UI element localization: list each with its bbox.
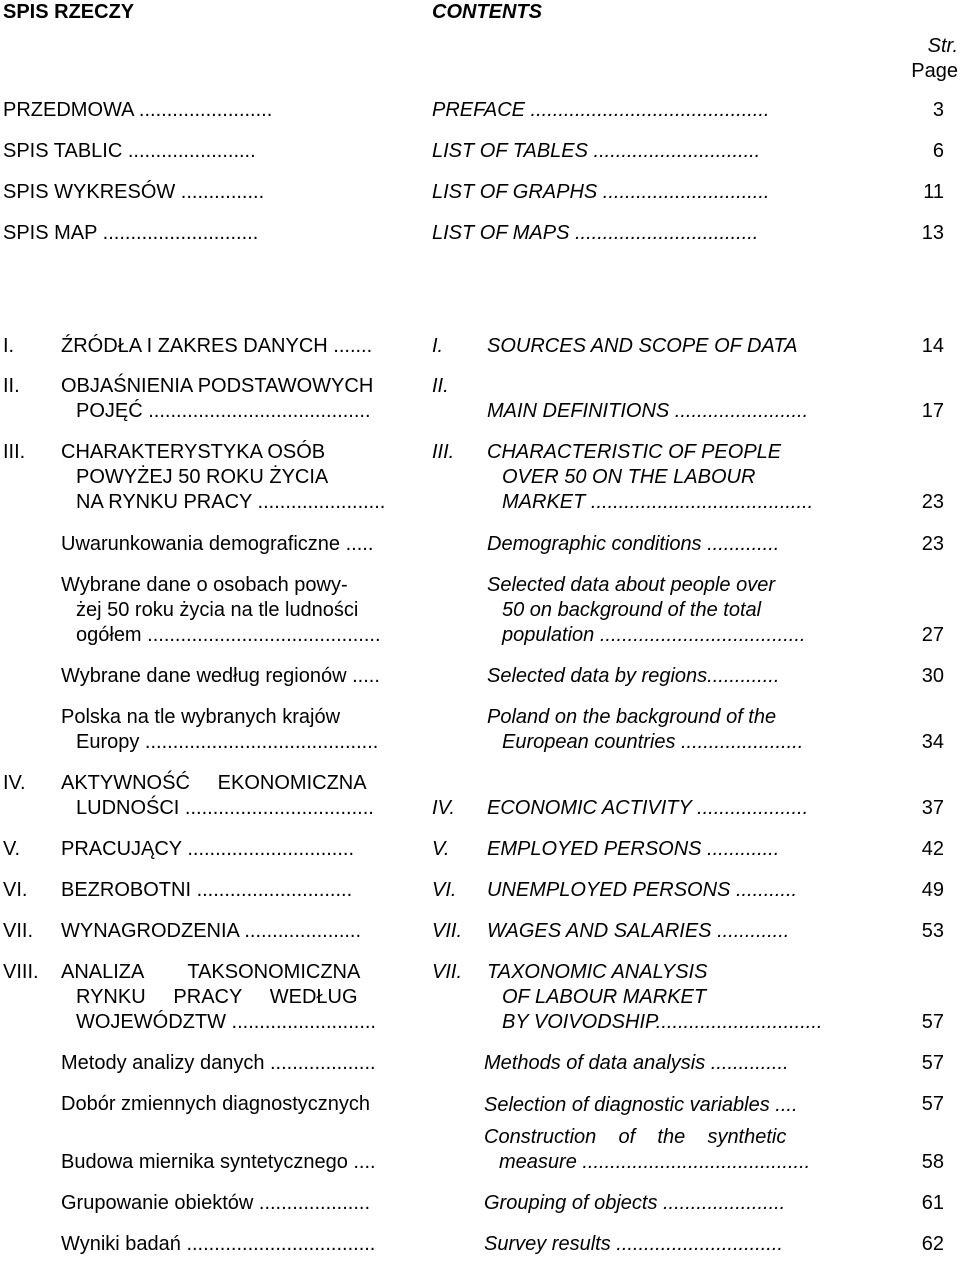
section-title-pl[interactable]: Wyniki badań ..................................: [61, 1233, 376, 1255]
toc-page-number: 53: [921, 920, 944, 942]
toc-entry-pl[interactable]: PRZEDMOWA ........................: [3, 99, 273, 121]
section-title-pl[interactable]: Wybrane dane o osobach powy-: [61, 574, 348, 596]
toc-page-number: 6: [932, 140, 944, 162]
chapter-number-en: III.: [432, 441, 455, 463]
section-title-pl[interactable]: Uwarunkowania demograficzne .....: [61, 533, 374, 555]
toc-page-number: 57: [921, 1011, 944, 1033]
chapter-number-en: IV.: [432, 797, 455, 819]
chapter-title-pl[interactable]: WYNAGRODZENIA .....................: [61, 920, 362, 942]
toc-page-number: 57: [921, 1052, 944, 1074]
toc-entry-pl[interactable]: SPIS TABLIC .......................: [3, 140, 256, 162]
section-title-pl[interactable]: Grupowanie obiektów ....................: [61, 1192, 371, 1214]
toc-entry-pl[interactable]: SPIS WYKRESÓW ...............: [3, 181, 265, 203]
toc-entry-en[interactable]: PREFACE ...........................................: [432, 99, 770, 121]
section-title-en[interactable]: Selected data about people over: [487, 574, 775, 596]
chapter-title-pl[interactable]: CHARAKTERYSTYKA OSÓB: [61, 441, 326, 463]
chapter-number-pl: VII.: [3, 920, 34, 942]
chapter-number-pl: VI.: [3, 879, 28, 901]
toc-entry-en[interactable]: LIST OF MAPS .................................: [432, 222, 759, 244]
section-title-en[interactable]: European countries ......................: [502, 731, 804, 753]
chapter-title-en[interactable]: OVER 50 ON THE LABOUR: [502, 466, 756, 488]
chapter-number-pl: I.: [3, 335, 15, 357]
toc-page-number: 58: [921, 1151, 944, 1173]
chapter-title-pl[interactable]: POWYŻEJ 50 ROKU ŻYCIA: [76, 466, 329, 488]
section-title-pl[interactable]: ogółem ..........................................: [76, 624, 381, 646]
toc-entry-en[interactable]: LIST OF TABLES ..............................: [432, 140, 761, 162]
chapter-title-pl[interactable]: BEZROBOTNI ............................: [61, 879, 353, 901]
toc-entry-pl[interactable]: SPIS MAP ............................: [3, 222, 259, 244]
section-title-en[interactable]: population .....................................: [502, 624, 806, 646]
chapter-title-pl[interactable]: ANALIZA TAKSONOMICZNA: [61, 961, 361, 983]
toc-page-number: 17: [921, 400, 944, 422]
section-title-en[interactable]: Grouping of objects ......................: [484, 1192, 786, 1214]
page-label-polish: Str.: [927, 35, 958, 57]
toc-page-number: 49: [921, 879, 944, 901]
chapter-title-en[interactable]: EMPLOYED PERSONS .............: [487, 838, 780, 860]
chapter-title-en[interactable]: UNEMPLOYED PERSONS ...........: [487, 879, 798, 901]
section-title-en[interactable]: Poland on the background of the: [487, 706, 777, 728]
toc-page-number: 61: [921, 1192, 944, 1214]
toc-page-number: 14: [921, 335, 944, 357]
chapter-title-pl[interactable]: LUDNOŚCI ..................................: [76, 797, 374, 819]
chapter-title-pl[interactable]: WOJEWÓDZTW ..........................: [76, 1011, 376, 1033]
chapter-number-en: VII.: [432, 920, 463, 942]
section-title-pl[interactable]: Europy ..........................................: [76, 731, 379, 753]
toc-page-number: 37: [921, 797, 944, 819]
toc-page-number: 23: [921, 533, 944, 555]
title-polish: SPIS RZECZY: [3, 1, 135, 23]
chapter-title-pl[interactable]: RYNKU PRACY WEDŁUG: [76, 986, 358, 1008]
chapter-title-en[interactable]: BY VOIVODSHIP..............................: [502, 1011, 823, 1033]
chapter-title-en[interactable]: CHARACTERISTIC OF PEOPLE: [487, 441, 782, 463]
chapter-title-en[interactable]: MARKET ........................................: [502, 491, 814, 513]
section-title-en[interactable]: 50 on background of the total: [502, 599, 762, 621]
chapter-title-en[interactable]: OF LABOUR MARKET: [502, 986, 707, 1008]
toc-page-number: 62: [921, 1233, 944, 1255]
section-title-pl[interactable]: Metody analizy danych ...................: [61, 1052, 376, 1074]
chapter-number-pl: IV.: [3, 772, 26, 794]
chapter-number-pl: II.: [3, 375, 20, 397]
section-title-en[interactable]: Selection of diagnostic variables ....: [484, 1094, 798, 1116]
section-title-en[interactable]: Construction of the synthetic: [484, 1126, 787, 1148]
chapter-number-en: I.: [432, 335, 444, 357]
chapter-number-en: II.: [432, 375, 449, 397]
chapter-title-en[interactable]: ECONOMIC ACTIVITY ....................: [487, 797, 809, 819]
toc-entry-en[interactable]: LIST OF GRAPHS ..............................: [432, 181, 770, 203]
chapter-number-en: VII.: [432, 961, 463, 983]
title-english: CONTENTS: [432, 1, 542, 23]
toc-page-number: 3: [932, 99, 944, 121]
toc-page-number: 30: [921, 665, 944, 687]
chapter-title-pl[interactable]: AKTYWNOŚĆ EKONOMICZNA: [61, 772, 367, 794]
section-title-pl[interactable]: Dobór zmiennych diagnostycznych: [61, 1093, 371, 1115]
chapter-number-en: V.: [432, 838, 450, 860]
toc-page-number: 57: [921, 1093, 944, 1115]
toc-page-number: 13: [921, 222, 944, 244]
chapter-title-en[interactable]: WAGES AND SALARIES .............: [487, 920, 790, 942]
chapter-title-pl[interactable]: OBJAŚNIENIA PODSTAWOWYCH: [61, 375, 374, 397]
toc-page-number: 23: [921, 491, 944, 513]
chapter-number-pl: VIII.: [3, 961, 39, 983]
section-title-en[interactable]: measure .........................................: [499, 1151, 811, 1173]
toc-page-number: 42: [921, 838, 944, 860]
chapter-title-pl[interactable]: PRACUJĄCY ..............................: [61, 838, 355, 860]
section-title-pl[interactable]: Wybrane dane według regionów .....: [61, 665, 380, 687]
chapter-title-en[interactable]: MAIN DEFINITIONS ........................: [487, 400, 809, 422]
chapter-title-pl[interactable]: NA RYNKU PRACY .......................: [76, 491, 386, 513]
chapter-title-en[interactable]: TAXONOMIC ANALYSIS: [487, 961, 708, 983]
chapter-number-en: VI.: [432, 879, 457, 901]
section-title-en[interactable]: Demographic conditions .............: [487, 533, 780, 555]
section-title-en[interactable]: Methods of data analysis ..............: [484, 1052, 789, 1074]
chapter-title-pl[interactable]: ŹRÓDŁA I ZAKRES DANYCH .......: [61, 335, 373, 357]
toc-page-number: 27: [921, 624, 944, 646]
section-title-pl[interactable]: Budowa miernika syntetycznego ....: [61, 1151, 376, 1173]
section-title-en[interactable]: Selected data by regions.............: [487, 665, 780, 687]
chapter-number-pl: V.: [3, 838, 21, 860]
section-title-en[interactable]: Survey results ..............................: [484, 1233, 783, 1255]
chapter-title-pl[interactable]: POJĘĆ ........................................: [76, 400, 371, 422]
section-title-pl[interactable]: żej 50 roku życia na tle ludności: [76, 599, 359, 621]
section-title-pl[interactable]: Polska na tle wybranych krajów: [61, 706, 341, 728]
toc-page-number: 11: [923, 181, 944, 203]
page-label-english: Page: [911, 60, 958, 82]
toc-page-number: 34: [921, 731, 944, 753]
chapter-number-pl: III.: [3, 441, 26, 463]
chapter-title-en[interactable]: SOURCES AND SCOPE OF DATA: [487, 335, 798, 357]
